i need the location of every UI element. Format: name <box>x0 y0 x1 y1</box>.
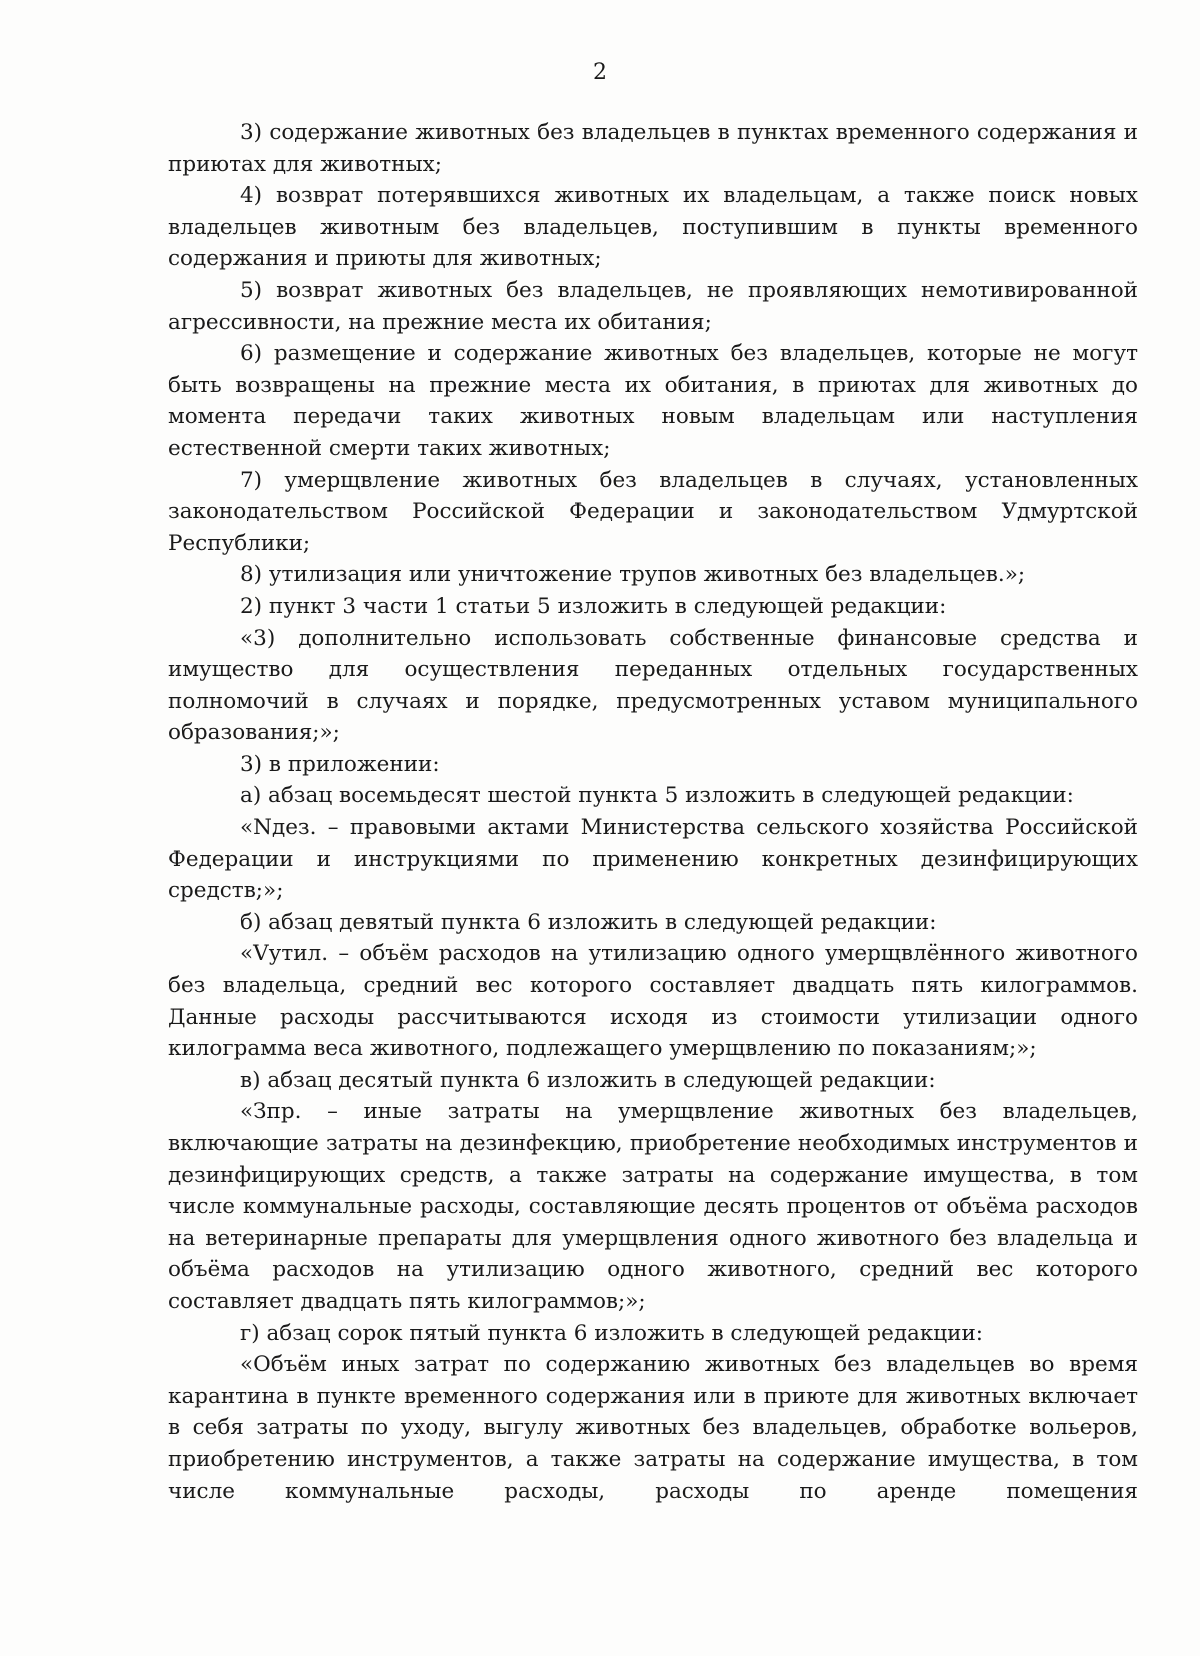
amendment-3v-text: «Зпр. – иные затраты на умерщвление животных без владельцев, включающие затраты на дезинфекцию, приобретение необходимых инструментов и дезинфицирующих средств, а также затраты на содержание имущества, в том числе коммунальные расходы, составляющие десять процентов от объёма расходов на ветеринарные препараты для умерщвления одного животного без владельца и объёма расходов на утилизацию одного животного, средний вес которого составляет двадцать пять килограммов;»; <box>168 1099 1138 1314</box>
list-item-8: 8) утилизация или уничтожение трупов животных без владельцев.»; <box>240 562 1026 588</box>
amendment-3a-heading: а) абзац восемьдесят шестой пункта 5 изложить в следующей редакции: <box>240 783 1074 809</box>
amendment-3a-text: «Nдез. – правовыми актами Министерства сельского хозяйства Российской Федерации и инструкциями по применению конкретных дезинфицирующих средств;»; <box>168 815 1138 904</box>
page-number: 2 <box>593 60 607 85</box>
list-item-4: 4) возврат потерявшихся животных их владельцам, а также поиск новых владельцев животным без владельцев, поступившим в пункты временного содержания и приюты для животных; <box>168 183 1138 272</box>
amendment-3g-heading: г) абзац сорок пятый пункта 6 изложить в следующей редакции: <box>240 1320 984 1346</box>
amendment-3v-heading: в) абзац десятый пункта 6 изложить в следующей редакции: <box>240 1067 936 1093</box>
list-item-7: 7) умерщвление животных без владельцев в случаях, установленных законодательством Российской Федерации и законодательством Удмуртской Республики; <box>168 467 1138 556</box>
amendment-3g-text: «Объём иных затрат по содержанию животных без владельцев во время карантина в пункте временного содержания или в приюте для животных включает в себя затраты по уходу, выгулу животных без владельцев, обработке вольеров, приобретению инструментов, а также затраты на содержание имущества, в том числе коммунальные расходы, расходы по аренде помещения <box>168 1352 1138 1504</box>
amendment-3b-text: «Vутил. – объём расходов на утилизацию одного умерщвлённого животного без владельца, средний вес которого составляет двадцать пять килограммов. Данные расходы рассчитываются исходя из стоимости утилизации одного килограмма веса животного, подлежащего умерщвлению по показаниям;»; <box>168 941 1138 1062</box>
list-item-5: 5) возврат животных без владельцев, не проявляющих немотивированной агрессивности, на прежние места их обитания; <box>168 277 1138 335</box>
amendment-2-text: «3) дополнительно использовать собственные финансовые средства и имущество для осуществления переданных отдельных государственных полномочий в случаях и порядке, предусмотренных уставом муниципального образования;»; <box>168 625 1138 746</box>
list-item-3: 3) содержание животных без владельцев в пунктах временного содержания и приютах для животных; <box>168 120 1138 177</box>
amendment-3b-heading: б) абзац девятый пункта 6 изложить в следующей редакции: <box>240 909 937 935</box>
list-item-6: 6) размещение и содержание животных без владельцев, которые не могут быть возвращены на прежние места их обитания, в приютах для животных до момента передачи таких животных новым владельцам или наступления естественной смерти таких животных; <box>168 341 1138 461</box>
amendment-2-heading: 2) пункт 3 части 1 статьи 5 изложить в следующей редакции: <box>240 593 947 619</box>
document-body <box>168 117 1138 1507</box>
amendment-3-heading: 3) в приложении: <box>240 751 440 777</box>
